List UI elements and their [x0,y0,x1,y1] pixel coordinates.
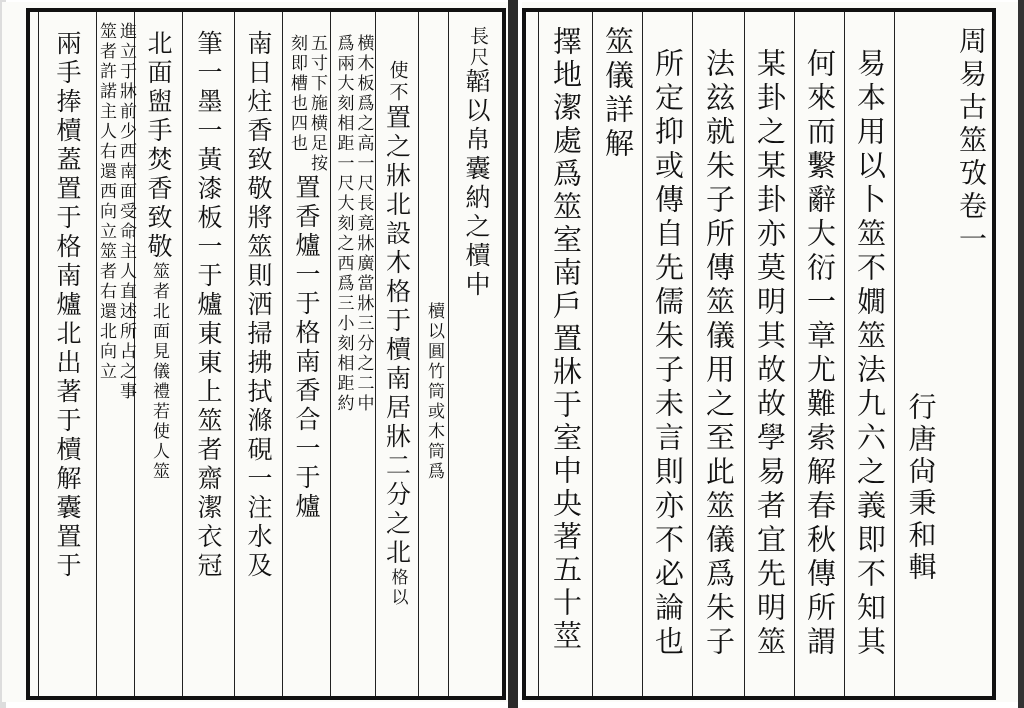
book-title: 周易古筮攷卷一 [955,26,988,257]
text-column [448,12,504,696]
right-page-frame [522,8,996,700]
title-column [946,12,996,696]
text-column [234,12,282,696]
main-text: 某卦之某卦亦莫明其故故學易者宜先明筮 [753,48,787,660]
main-text: 擇地潔處爲筮室南戶置牀于室中央著五十莖 [549,26,583,653]
main-text-top: 長尺 [467,26,489,68]
left-page [2,2,514,702]
main-text: 兩手捧櫝蓋置于格南爐北出著于櫝解囊置于 [53,30,82,581]
annotation-text: 横木板爲之高一尺長竟牀廣當牀三分之二中 [353,34,374,414]
annotation-text: 爲兩大刻相距一尺大刻之西爲三小刻相距約 [333,34,354,414]
main-text: 所定抑或傳自先儒朱子未言則亦不必論也 [651,48,685,660]
main-text: 法玆就朱子所傳筮儀用之至此筮儀爲朱子 [702,48,736,660]
text-column [844,12,894,696]
main-text: 韜以帛囊納之櫝中 [462,68,491,300]
author-column [894,12,946,696]
section-heading: 筮儀詳解 [601,26,635,162]
annotation-text: 筮者許諾主人右還西向立筮者右還北向立 [96,22,116,382]
main-text: 筆一墨一黃漆板一于爐東東上筮者齋潔衣冠 [194,30,223,581]
annotation-text: 櫝以圓竹筒或木筒爲 [424,302,444,482]
text-column [282,12,330,696]
text-column [134,12,182,696]
text-column [375,12,418,696]
annotation-text: 進立于牀前少西南面受命主人直述所占之事 [116,22,136,402]
annotation-column [96,12,134,696]
text-column [538,12,592,696]
annotation-column [418,12,448,696]
book-gutter [508,0,518,708]
main-text: 何來而繫辭大衍一章尤難索解春秋傳所謂 [803,48,837,660]
section-heading-column [592,12,642,696]
main-text: 置香爐一于格南香合一于爐 [292,174,321,522]
main-text: 置之牀北設木格于櫝南居牀二分之北 [382,104,412,568]
scan-edge-right [1018,0,1024,708]
main-text: 南日炷香致敬將筮則洒掃拂拭滌硯一注水及 [244,30,273,581]
text-column [38,12,96,696]
main-text: 北面盥手焚香致敬 [144,30,173,262]
text-column [794,12,844,696]
right-page [522,2,1022,702]
annotation-text: 格以 [387,568,408,608]
annotation-column [330,12,375,696]
text-column [744,12,794,696]
author-name: 行唐尙秉和輯 [904,392,938,584]
text-column [642,12,692,696]
text-column [692,12,744,696]
annotation-text: 筮者北面見儀禮若使人筮 [149,262,169,482]
left-page-frame [26,8,506,700]
main-text-top: 使不 [386,60,409,104]
annotation-text: 五寸下施横足按 [307,34,327,174]
main-text: 易本用以卜筮不嫺筮法九六之義即不知其 [853,48,887,660]
text-column [182,12,234,696]
annotation-text: 刻即槽也四也 [287,34,307,154]
